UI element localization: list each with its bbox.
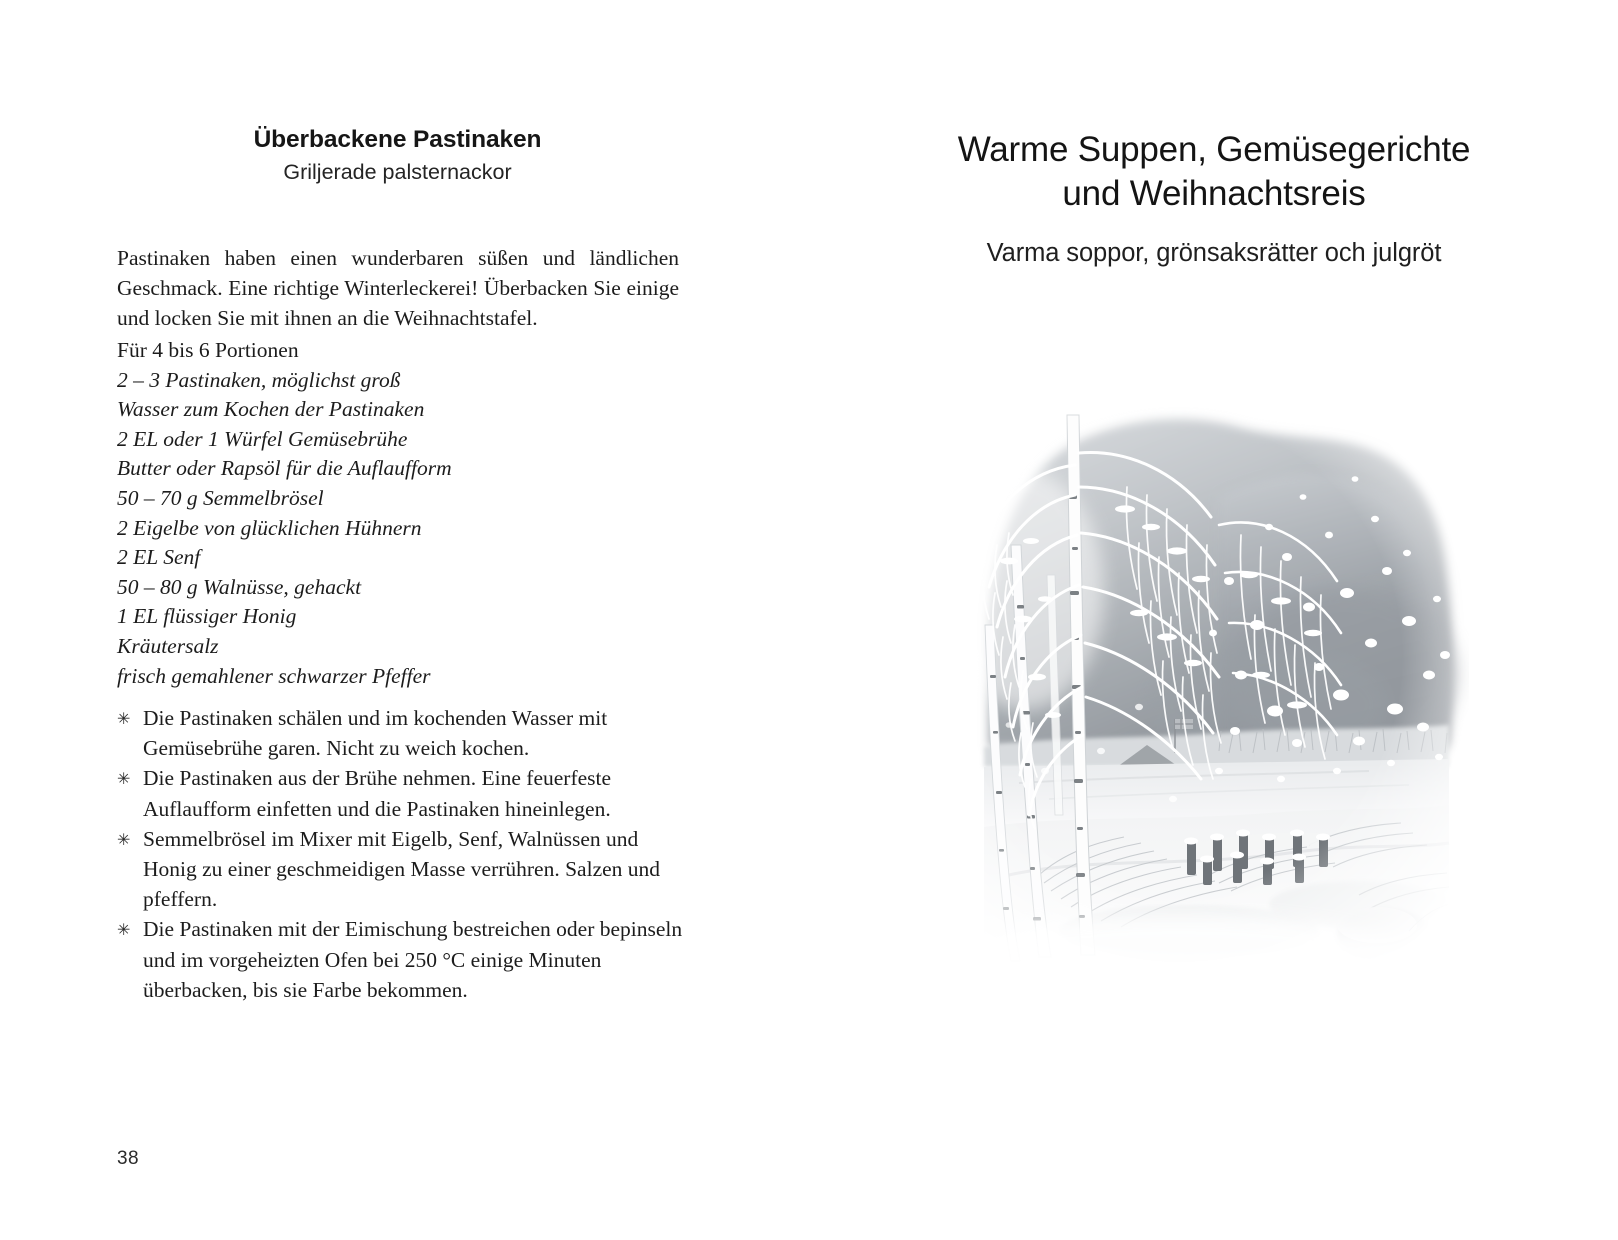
recipe-title: Überbackene Pastinaken: [253, 126, 542, 153]
ingredient-item: 2 Eigelbe von glücklichen Hühnern: [117, 515, 422, 540]
snowflake-bullet-icon: ✳: [117, 709, 131, 728]
ingredient-item: Wasser zum Kochen der Pastinaken: [117, 397, 425, 422]
servings-line: Für 4 bis 6 Portionen: [117, 338, 299, 362]
preparation-steps: [117, 703, 685, 1005]
ingredient-item: 2 – 3 Pastinaken, möglichst groß: [117, 367, 401, 392]
snowflake-bullet-icon: ✳: [117, 920, 131, 940]
recipe-subtitle-swedish: Griljerade palsternackor: [283, 160, 512, 185]
step-text: Die Pastinaken schälen und im kochenden Wasser mit Gemüsebrühe garen. Nicht zu weich kochen.: [143, 706, 608, 761]
right-page: [809, 0, 1618, 1240]
step-text: Semmelbrösel im Mixer mit Eigelb, Senf, Walnüssen und Honig zu einer geschmeidigen Masse verrühren. Salzen und pfeffern.: [143, 826, 661, 912]
ingredient-item: 50 – 80 g Walnüsse, gehackt: [117, 574, 362, 599]
step-text: Die Pastinaken aus der Brühe nehmen. Eine feuerfeste Auflaufform einfetten und die Pastinaken hineinlegen.: [143, 766, 612, 821]
page-number: 38: [117, 1148, 139, 1169]
illustration-svg: [889, 375, 1469, 985]
ingredients-list: [117, 336, 678, 691]
ingredient-item: 50 – 70 g Semmelbrösel: [117, 485, 324, 510]
chapter-heading-block: [869, 128, 1559, 270]
recipe-heading-block: [117, 125, 678, 186]
ingredient-item: Kräutersalz: [117, 633, 219, 658]
ingredient-item: 1 EL flüssiger Honig: [117, 604, 297, 629]
ingredient-item: 2 EL oder 1 Würfel Gemüsebrühe: [117, 426, 408, 451]
snowflake-bullet-icon: ✳: [117, 829, 131, 849]
chapter-title-line-1: Warme Suppen, Gemüsegerichte: [957, 130, 1471, 169]
ingredient-item: frisch gemahlener schwarzer Pfeffer: [117, 663, 431, 688]
winter-birch-lake-illustration: [889, 375, 1469, 985]
snowflake-bullet-icon: ✳: [117, 769, 131, 789]
chapter-title-line-2: und Weihnachtsreis: [1062, 174, 1366, 213]
step-item: [117, 763, 685, 823]
ingredient-item: 2 EL Senf: [117, 545, 201, 570]
chapter-title: [869, 128, 1559, 216]
recipe-intro-paragraph: Pastinaken haben einen wunderbaren süßen und ländlichen Geschmack. Eine richtige Winterleckerei! Überbacken Sie einige und locken Sie mit ihnen an die Weihnachtstafel.: [117, 245, 679, 331]
step-item: [117, 703, 685, 763]
step-text: Die Pastinaken mit der Eimischung bestreichen oder bepinseln und im vorgeheizten Ofen bei 250 °C einige Minuten überbacken, bis sie Farbe bekommen.: [143, 917, 683, 1002]
ingredient-item: Butter oder Rapsöl für die Auflaufform: [117, 456, 452, 481]
chapter-subtitle-swedish: Varma soppor, grönsaksrätter och julgröt: [986, 239, 1442, 267]
step-item: [117, 914, 685, 1005]
step-item: [117, 824, 685, 915]
